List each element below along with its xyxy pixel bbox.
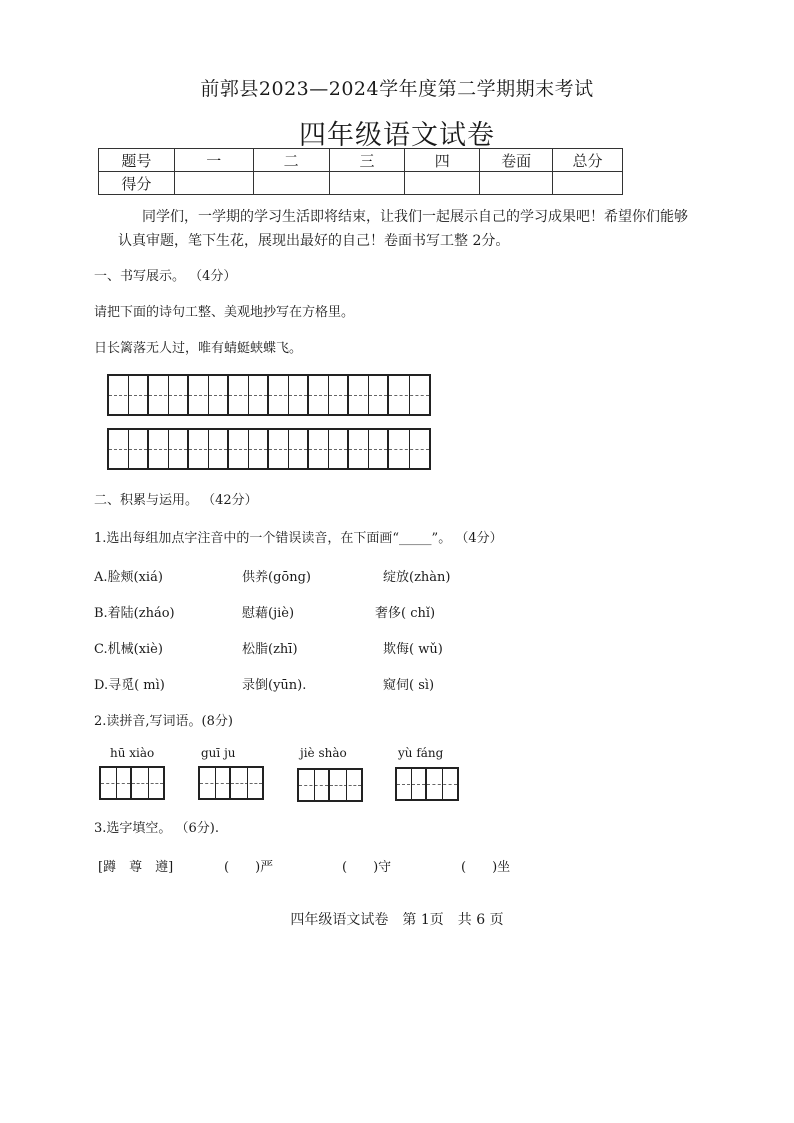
score-cell[interactable]	[553, 172, 623, 195]
q1-option-c3: 欺侮( wǔ)	[383, 642, 443, 657]
q1-option-b2: 慰藉(jiè)	[242, 606, 295, 621]
exam-subtitle: 四年级语文试卷	[299, 120, 495, 151]
section2-title: 二、积累与运用。 （42分）	[94, 493, 258, 508]
intro-line-2: 认真审题，笔下生花，展现出最好的自己！卷面书写工整 2分。	[118, 233, 510, 249]
writing-grid-row-1[interactable]	[107, 374, 431, 416]
score-cell[interactable]	[253, 172, 329, 195]
section1-instruction: 请把下面的诗句工整、美观地抄写在方格里。	[94, 305, 355, 320]
q2-pinyin-3: jiè shào	[300, 746, 347, 760]
q1-option-c1: C.机械(xiè)	[94, 642, 163, 657]
q2-answer-grid-3[interactable]	[297, 768, 363, 802]
score-header-cell: 四	[405, 149, 480, 172]
q2-pinyin-2: guī ju	[201, 746, 236, 760]
q1-option-a1: A.脸颊(xiá)	[94, 570, 163, 585]
q3-blank-2[interactable]: ( )守	[342, 860, 392, 875]
score-cell[interactable]	[480, 172, 553, 195]
q1-option-c2: 松脂(zhī)	[242, 642, 298, 657]
q1-option-b1: B.着陆(zháo)	[94, 606, 175, 621]
q2-pinyin-4: yù fáng	[398, 746, 444, 760]
score-header-cell: 一	[174, 149, 253, 172]
score-cell[interactable]	[174, 172, 253, 195]
q2-answer-grid-1[interactable]	[99, 766, 165, 800]
intro-line-1: 同学们，一学期的学习生活即将结束，让我们一起展示自己的学习成果吧！希望你们能够	[142, 209, 688, 225]
q2-answer-grid-2[interactable]	[198, 766, 264, 800]
q1-option-b3: 奢侈( chǐ)	[375, 606, 436, 621]
q3-blank-3[interactable]: ( )坐	[461, 860, 511, 875]
q2-prompt: 2.读拼音,写词语。(8分)	[94, 714, 233, 729]
section1-title: 一、书写展示。 （4分）	[94, 269, 237, 284]
q3-prompt: 3.选字填空。 （6分).	[94, 821, 220, 836]
q1-option-d1: D.寻觅( mì)	[94, 678, 165, 693]
writing-grid-row-2[interactable]	[107, 428, 431, 470]
q1-option-a2: 供养(gōng)	[242, 570, 311, 585]
score-header-cell: 总分	[553, 149, 623, 172]
score-cell[interactable]	[329, 172, 405, 195]
q1-option-d3: 窥伺( sì)	[383, 678, 435, 693]
q1-prompt: 1.选出每组加点字注音中的一个错误读音，在下面画“_____”。 （4分）	[94, 531, 503, 546]
score-row-label: 得分	[99, 172, 175, 195]
score-header-cell: 卷面	[480, 149, 553, 172]
q3-blank-1[interactable]: ( )严	[224, 860, 274, 875]
q1-option-d2: 录倒(yūn).	[242, 678, 307, 693]
q1-option-a3: 绽放(zhàn)	[383, 570, 451, 585]
q2-answer-grid-4[interactable]	[395, 767, 459, 801]
score-header-cell: 三	[329, 149, 405, 172]
score-cell[interactable]	[405, 172, 480, 195]
section1-poem: 日长篱落无人过，唯有蜻蜓蛱蝶飞。	[94, 341, 303, 356]
score-header-cell: 题号	[99, 149, 175, 172]
score-header-cell: 二	[253, 149, 329, 172]
exam-title: 前郭县2023—2024学年度第二学期期末考试	[200, 78, 594, 100]
page-footer: 四年级语文试卷 第 1页 共 6 页	[290, 912, 504, 928]
score-table-header-row	[99, 149, 623, 172]
score-table-score-row	[99, 172, 623, 195]
score-table	[98, 148, 623, 195]
q3-choices: [蹲 尊 遵]	[98, 860, 174, 875]
q2-pinyin-1: hū xiào	[110, 746, 155, 760]
